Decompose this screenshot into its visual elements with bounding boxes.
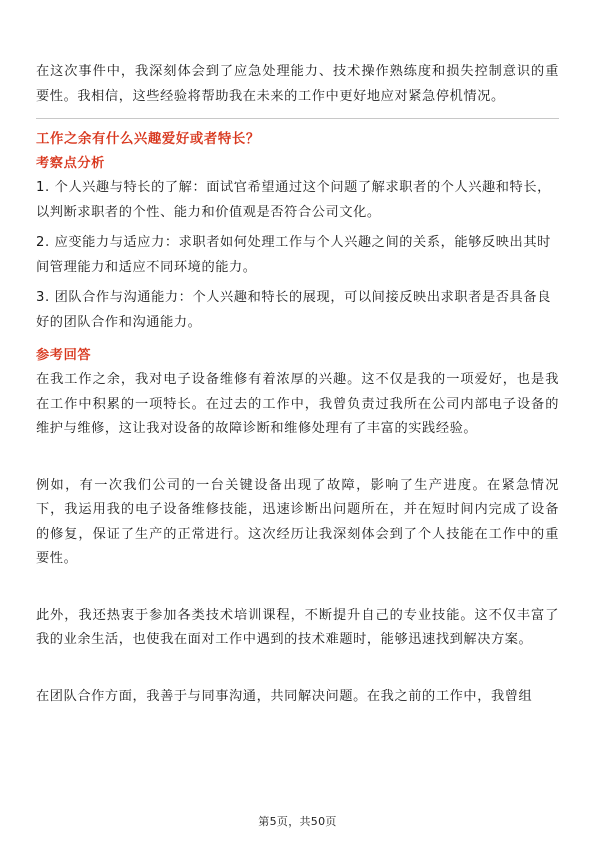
page-number-footer: 第5页，共50页	[258, 815, 337, 828]
spacer	[36, 572, 559, 604]
analysis-list	[36, 176, 559, 335]
section-divider	[36, 118, 559, 119]
analysis-item: 3. 团队合作与沟通能力：个人兴趣和特长的展现，可以间接反映出求职者是否具备良好的团队合作和沟通能力。	[36, 290, 551, 330]
question-title: 工作之余有什么兴趣爱好或者特长？	[36, 132, 260, 147]
intro-paragraph: 在这次事件中，我深刻体会到了应急处理能力、技术操作熟练度和损失控制意识的重要性。我相信，这些经验将帮助我在未来的工作中更好地应对紧急停机情况。	[36, 64, 559, 104]
answer-paragraph: 例如，有一次我们公司的一台关键设备出现了故障，影响了生产进度。在紧急情况下，我运用我的电子设备维修技能，迅速诊断出问题所在，并在短时间内完成了设备的修复，保证了生产的正常进行。这次经历让我深刻体会到了个人技能在工作中的重要性。	[36, 477, 559, 566]
analysis-item: 1. 个人兴趣与特长的了解：面试官希望通过这个问题了解求职者的个人兴趣和特长，以判断求职者的个性、能力和价值观是否符合公司文化。	[36, 180, 551, 220]
answer-paragraph: 在我工作之余，我对电子设备维修有着浓厚的兴趣。这不仅是我的一项爱好，也是我在工作中积累的一项特长。在过去的工作中，我曾负责过我所在公司内部电子设备的维护与维修，这让我对设备的故障诊断和维修处理有了丰富的实践经验。	[36, 372, 559, 436]
spacer	[36, 653, 559, 685]
answer-paragraph: 在团队合作方面，我善于与同事沟通，共同解决问题。在我之前的工作中，我曾组	[36, 688, 533, 704]
analysis-item: 2. 应变能力与适应力：求职者如何处理工作与个人兴趣之间的关系，能够反映出其时间管理能力和适应不同环境的能力。	[36, 235, 551, 275]
spacer	[36, 442, 559, 474]
answer-heading: 参考回答	[36, 348, 92, 363]
answer-paragraph: 此外，我还热衷于参加各类技术培训课程，不断提升自己的专业技能。这不仅丰富了我的业余生活，也使我在面对工作中遇到的技术难题时，能够迅速找到解决方案。	[36, 607, 559, 647]
page-content	[36, 60, 559, 709]
analysis-heading: 考察点分析	[36, 156, 105, 171]
